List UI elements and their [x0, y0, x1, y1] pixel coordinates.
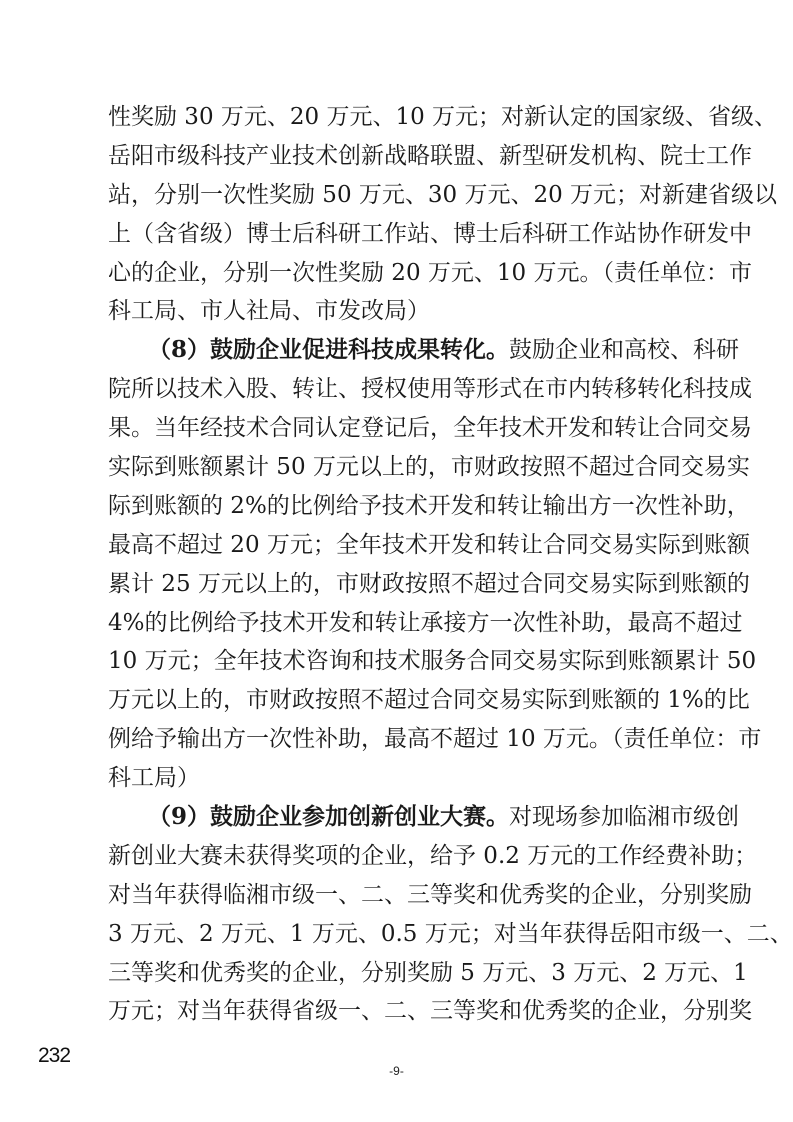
line-text: 对现场参加临湘市级创 [509, 804, 740, 831]
section-heading: （8）鼓励企业促进科技成果转化。 [148, 336, 510, 364]
line-text: 实际到账额累计 50 万元以上的，市财政按照不超过合同交易实 [108, 454, 750, 481]
line-text: 性奖励 30 万元、20 万元、10 万元；对新认定的国家级、省级、 [108, 104, 778, 130]
page-number: -9- [389, 1064, 404, 1078]
text-line [108, 137, 752, 176]
text-line [108, 992, 752, 1031]
text-line [108, 526, 750, 565]
line-text: 万元以上的，市财政按照不超过合同交易实际到账额的 1%的比 [108, 687, 750, 714]
line-text: 际到账额的 2%的比例给予技术开发和转让输出方一次性补助， [108, 492, 750, 519]
document-body [108, 98, 793, 1031]
text-line [108, 254, 752, 293]
text-line [108, 487, 750, 526]
line-text: 心的企业，分别一次性奖励 20 万元、10 万元。（责任单位：市 [108, 259, 752, 286]
line-text: 例给予输出方一次性补助，最高不超过 10 万元。（责任单位：市 [108, 726, 762, 753]
line-text: 岳阳市级科技产业技术创新战略联盟、新型研发机构、院士工作 [108, 142, 752, 169]
archive-page-number: 232 [38, 1044, 71, 1067]
text-line [108, 292, 702, 331]
text-line [108, 759, 702, 798]
line-text: 新创业大赛未获得奖项的企业，给予 0.2 万元的工作经费补助； [108, 842, 758, 869]
line-text: 10 万元；全年技术咨询和技术服务合同交易实际到账额累计 50 [108, 648, 757, 675]
line-text: 最高不超过 20 万元；全年技术开发和转让合同交易实际到账额 [108, 531, 750, 558]
paragraph [108, 98, 778, 331]
text-line [108, 409, 752, 448]
text-line [108, 448, 750, 487]
line-text: 科工局、市人社局、市发改局） [108, 298, 430, 325]
text-line [108, 876, 752, 915]
text-line [108, 370, 752, 409]
paragraph [108, 331, 762, 798]
text-line [108, 681, 750, 720]
line-text: 站，分别一次性奖励 50 万元、30 万元、20 万元；对新建省级以 [108, 181, 778, 208]
line-text: 4%的比例给予技术开发和转让承接方一次性补助，最高不超过 [108, 609, 743, 636]
text-line [108, 604, 743, 643]
text-line [108, 331, 740, 370]
line-text: 果。当年经技术合同认定登记后，全年技术开发和转让合同交易 [108, 415, 752, 442]
text-line [108, 798, 740, 837]
line-text: 鼓励企业和高校、科研 [509, 337, 740, 364]
line-text: 科工局） [108, 765, 200, 792]
line-text: 三等奖和优秀奖的企业，分别奖励 5 万元、3 万元、2 万元、1 [108, 959, 748, 986]
text-line [108, 954, 748, 993]
line-text: 对当年获得临湘市级一、二、三等奖和优秀奖的企业，分别奖励 [108, 881, 752, 908]
line-text: 3 万元、2 万元、1 万元、0.5 万元；对当年获得岳阳市级一、二、 [108, 920, 793, 947]
paragraph [108, 798, 793, 1031]
text-line [108, 176, 778, 215]
section-heading: （9）鼓励企业参加创新创业大赛。 [148, 803, 510, 831]
text-line [108, 915, 793, 954]
text-line [108, 720, 762, 759]
text-line [108, 837, 758, 876]
line-text: 万元；对当年获得省级一、二、三等奖和优秀奖的企业，分别奖 [108, 998, 752, 1025]
text-line [108, 215, 752, 254]
text-line [108, 565, 750, 604]
text-line [108, 98, 778, 137]
text-line [108, 642, 757, 681]
line-text: 累计 25 万元以上的，市财政按照不超过合同交易实际到账额的 [108, 570, 750, 597]
line-text: 院所以技术入股、转让、授权使用等形式在市内转移转化科技成 [108, 376, 752, 403]
line-text: 上（含省级）博士后科研工作站、博士后科研工作站协作研发中 [108, 220, 752, 247]
